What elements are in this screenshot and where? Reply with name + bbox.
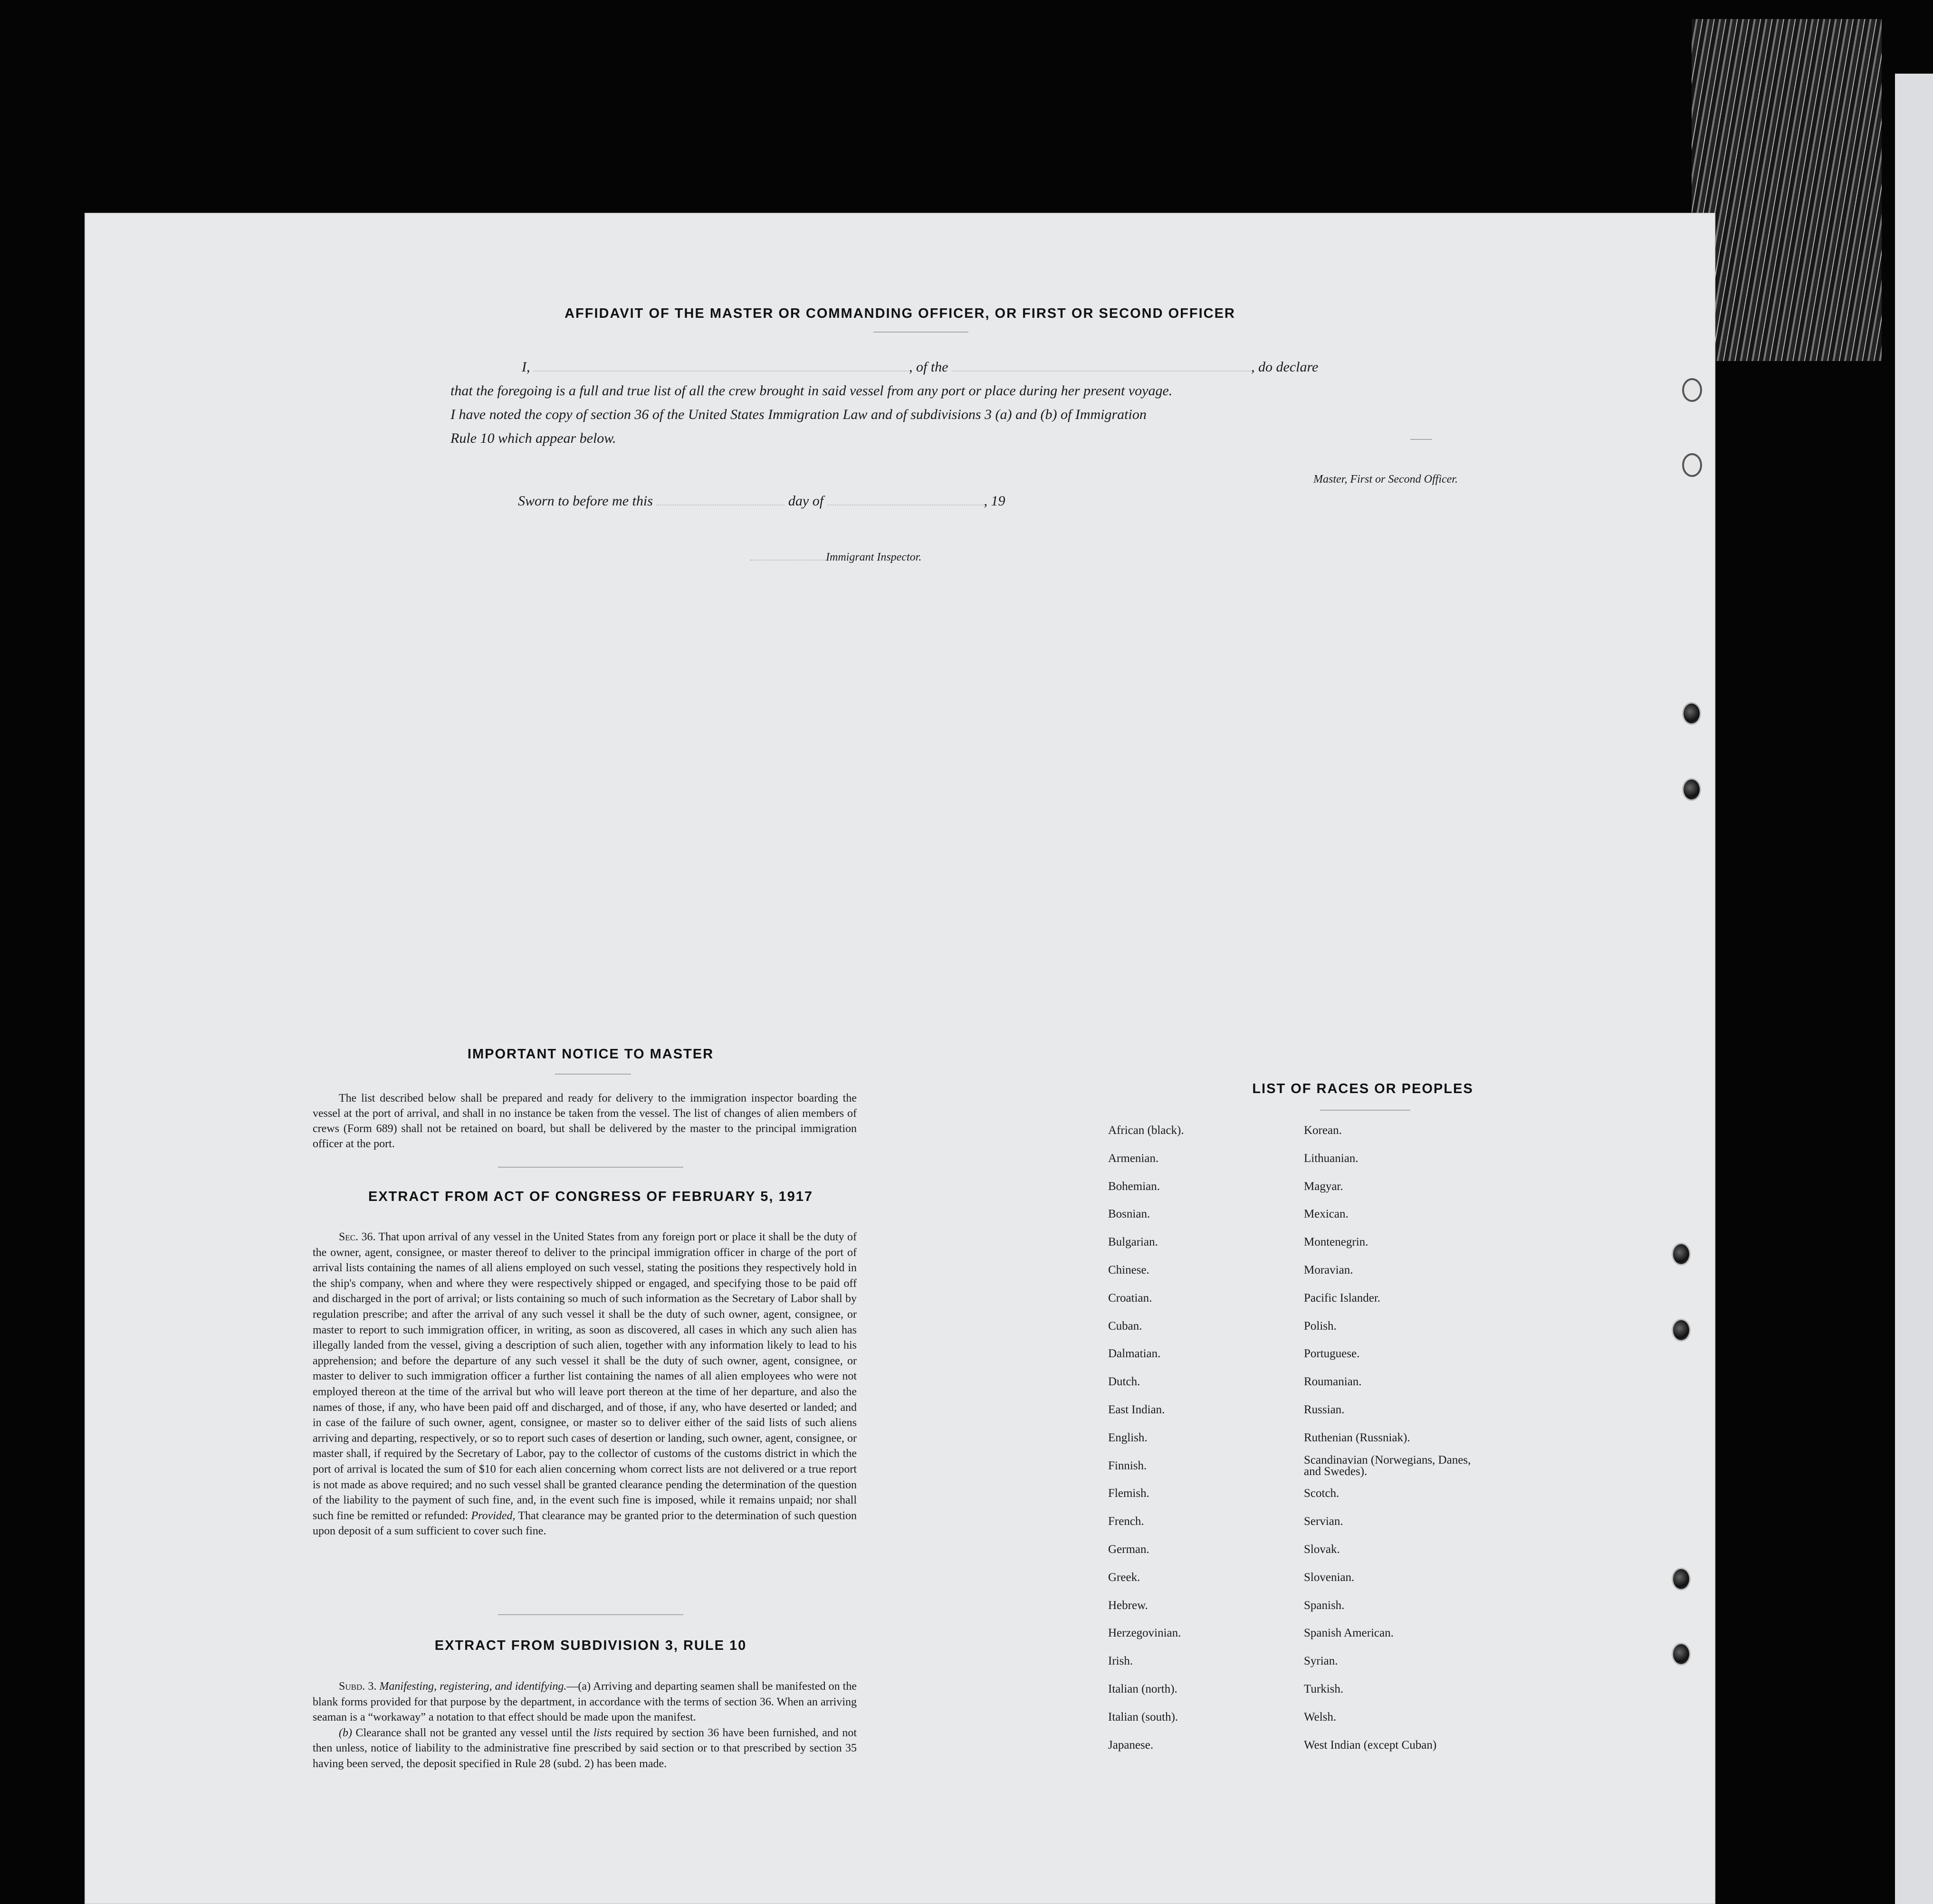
document-page	[85, 213, 1715, 1904]
race-item: Italian (north).	[1108, 1682, 1177, 1695]
act-title: EXTRACT FROM ACT OF CONGRESS OF FEBRUARY 5, 1917	[368, 1189, 813, 1204]
race-item: Bosnian.	[1108, 1208, 1150, 1221]
race-item: Chinese.	[1108, 1263, 1149, 1276]
race-item: Korean.	[1304, 1124, 1342, 1137]
race-item: Spanish.	[1304, 1599, 1345, 1612]
divider	[498, 1614, 683, 1615]
affidavit-paragraph	[450, 355, 1496, 450]
race-item: Spanish American.	[1304, 1627, 1394, 1640]
race-item: African (black).	[1108, 1124, 1184, 1137]
race-item: Slovenian.	[1304, 1571, 1355, 1584]
affidavit-title: AFFIDAVIT OF THE MASTER OR COMMANDING OFFICER, OR FIRST OR SECOND OFFICER	[565, 306, 1235, 321]
inspector-line: Immigrant Inspector.	[750, 551, 1082, 564]
race-item: Slovak.	[1304, 1542, 1340, 1556]
inspector-blank	[750, 560, 826, 561]
signature-label: Master, First or Second Officer.	[1313, 473, 1458, 486]
race-item: German.	[1108, 1542, 1149, 1556]
race-item: Dutch.	[1108, 1375, 1140, 1389]
affidavit-line-1: I, , of the , do declare	[522, 359, 1319, 375]
subdivision-text: Subd. 3. Manifesting, registering, and identifying.—(a) Arriving and departing seamen shall be manifested on the blank forms provided for that purpose by the department, in accordance with the terms of section 36. When an arriving seaman is a “workaway” a notation to that effect should be made upon the manifest. (b) Clearance shall not be granted any vessel until the lists required by section 36 have been furnished, and not then unless, notice of liability to the administrative fine prescribed by said section or to that prescribed by section 35 having been served, the deposit specified in Rule 28 (subd. 2) has been made.	[313, 1680, 857, 1770]
race-item: Bohemian.	[1108, 1180, 1160, 1193]
race-item: Lithuanian.	[1304, 1152, 1359, 1165]
divider	[498, 1167, 683, 1168]
race-item: Scandinavian (Norwegians, Danes, and Swedes).	[1304, 1453, 1471, 1478]
race-item: French.	[1108, 1515, 1144, 1528]
race-item: East Indian.	[1108, 1403, 1165, 1416]
race-item: Roumanian.	[1304, 1375, 1362, 1389]
race-item: Pacific Islander.	[1304, 1291, 1381, 1304]
race-item: Welsh.	[1304, 1710, 1337, 1723]
race-item: Dalmatian.	[1108, 1347, 1161, 1361]
race-item: Finnish.	[1108, 1459, 1147, 1472]
race-item: Scotch.	[1304, 1487, 1340, 1500]
punch-hole	[1682, 378, 1702, 402]
races-title: LIST OF RACES OR PEOPLES	[1252, 1081, 1474, 1096]
race-item: Croatian.	[1108, 1291, 1152, 1304]
scan-edge-wear	[1692, 19, 1882, 361]
race-item: Armenian.	[1108, 1152, 1159, 1165]
punch-hole	[1682, 778, 1701, 801]
races-list	[1108, 1124, 1631, 1766]
punch-hole	[1672, 1243, 1691, 1266]
race-item: Servian.	[1304, 1515, 1343, 1528]
race-item: Bulgarian.	[1108, 1236, 1158, 1249]
punch-hole	[1682, 702, 1701, 725]
affidavit-line-3: I have noted the copy of section 36 of the United States Immigration Law and of subdivisions 3 (a) and (b) of Immigration	[450, 407, 1147, 422]
adjacent-page-strip	[1895, 74, 1933, 1904]
race-item: Irish.	[1108, 1655, 1133, 1668]
divider	[1320, 1110, 1410, 1111]
punch-hole	[1682, 453, 1702, 477]
race-item: Turkish.	[1304, 1682, 1344, 1695]
punch-hole	[1672, 1568, 1691, 1590]
notice-text: The list described below shall be prepared and ready for delivery to the immigration inspector boarding the vessel at the port of arrival, and shall in no instance be taken from the vessel. The list of changes of alien members of crews (Form 689) shall not be retained on board, but shall be delivered by the master to the principal immigration officer at the port.	[313, 1092, 857, 1150]
race-item: Russian.	[1304, 1403, 1345, 1416]
race-item: Japanese.	[1108, 1738, 1154, 1752]
sworn-line: Sworn to before me this day of , 19	[518, 493, 1005, 509]
race-item: Montenegrin.	[1304, 1236, 1368, 1249]
race-item: Cuban.	[1108, 1319, 1142, 1333]
race-item: Syrian.	[1304, 1655, 1338, 1668]
race-item: English.	[1108, 1431, 1148, 1444]
race-item: Polish.	[1304, 1319, 1337, 1333]
act-text: Sec. 36. That upon arrival of any vessel in the United States from any foreign port or place it shall be the duty of the owner, agent, consignee, or master thereof to deliver to the principal immigration officer in charge of the port of arrival lists containing the names of all aliens employed on such vessel, stating the positions they respectively hold in the ship's company, when and where they were respectively shipped or engaged, and specifying those to be paid off and discharged in the port of arrival; or lists containing so much of such information as the Secretary of Labor shall by regulation prescribe; and after the arrival of any such vessel it shall be the duty of such owner, agent, consignee, or master to report to such immigration officer, in writing, as soon as discovered, all cases in which any such alien has illegally landed from the vessel, giving a description of such alien, together with any information likely to lead to his apprehension; and before the departure of any such vessel it shall be the duty of such owner, agent, consignee, or master to deliver to such immigration officer a further list containing the names of all alien employees who were not employed thereon at the time of the arrival but who will leave port thereon at the time of her departure, and also the names of those, if any, who have been paid off and discharged, and of those, if any, who have deserted or landed; and in case of the failure of such owner, agent, consignee, or master so to deliver either of the said lists of such aliens arriving and departing, respectively, or so to report such cases of desertion or landing, such owner, agent, consignee, or master shall, if required by the Secretary of Labor, pay to the collector of customs of the customs district in which the port of arrival is located the sum of $10 for each alien concerning whom correct lists are not delivered or a true report is not made as above required; and no such vessel shall be granted clearance pending the determination of the question of the liability to the payment of such fine, and, in the event such fine is imposed, while it remains unpaid; nor shall such fine be remitted or refunded: Provided, That clearance may be granted prior to the determination of such question upon deposit of a sum sufficient to cover such fine.	[313, 1231, 857, 1538]
race-item: Hebrew.	[1108, 1599, 1148, 1612]
race-item: Flemish.	[1108, 1487, 1149, 1500]
race-item: Greek.	[1108, 1571, 1140, 1584]
race-item: Portuguese.	[1304, 1347, 1360, 1361]
divider	[555, 1074, 631, 1075]
race-item: Mexican.	[1304, 1208, 1349, 1221]
punch-hole	[1672, 1319, 1691, 1342]
race-item: Magyar.	[1304, 1180, 1343, 1193]
subdivision-title: EXTRACT FROM SUBDIVISION 3, RULE 10	[434, 1638, 747, 1653]
affidavit-line-4: Rule 10 which appear below.	[450, 430, 616, 446]
race-item: West Indian (except Cuban)	[1304, 1738, 1437, 1752]
race-item: Italian (south).	[1108, 1710, 1178, 1723]
affidavit-line-2: that the foregoing is a full and true list of all the crew brought in said vessel from any port or place during her present voyage.	[450, 383, 1173, 399]
race-item: Moravian.	[1304, 1263, 1353, 1276]
divider	[873, 332, 968, 333]
punch-hole	[1672, 1643, 1691, 1666]
race-item: Herzegovinian.	[1108, 1627, 1181, 1640]
race-item: Ruthenian (Russniak).	[1304, 1431, 1410, 1444]
signature-line	[1410, 439, 1432, 440]
notice-title: IMPORTANT NOTICE TO MASTER	[467, 1047, 714, 1062]
